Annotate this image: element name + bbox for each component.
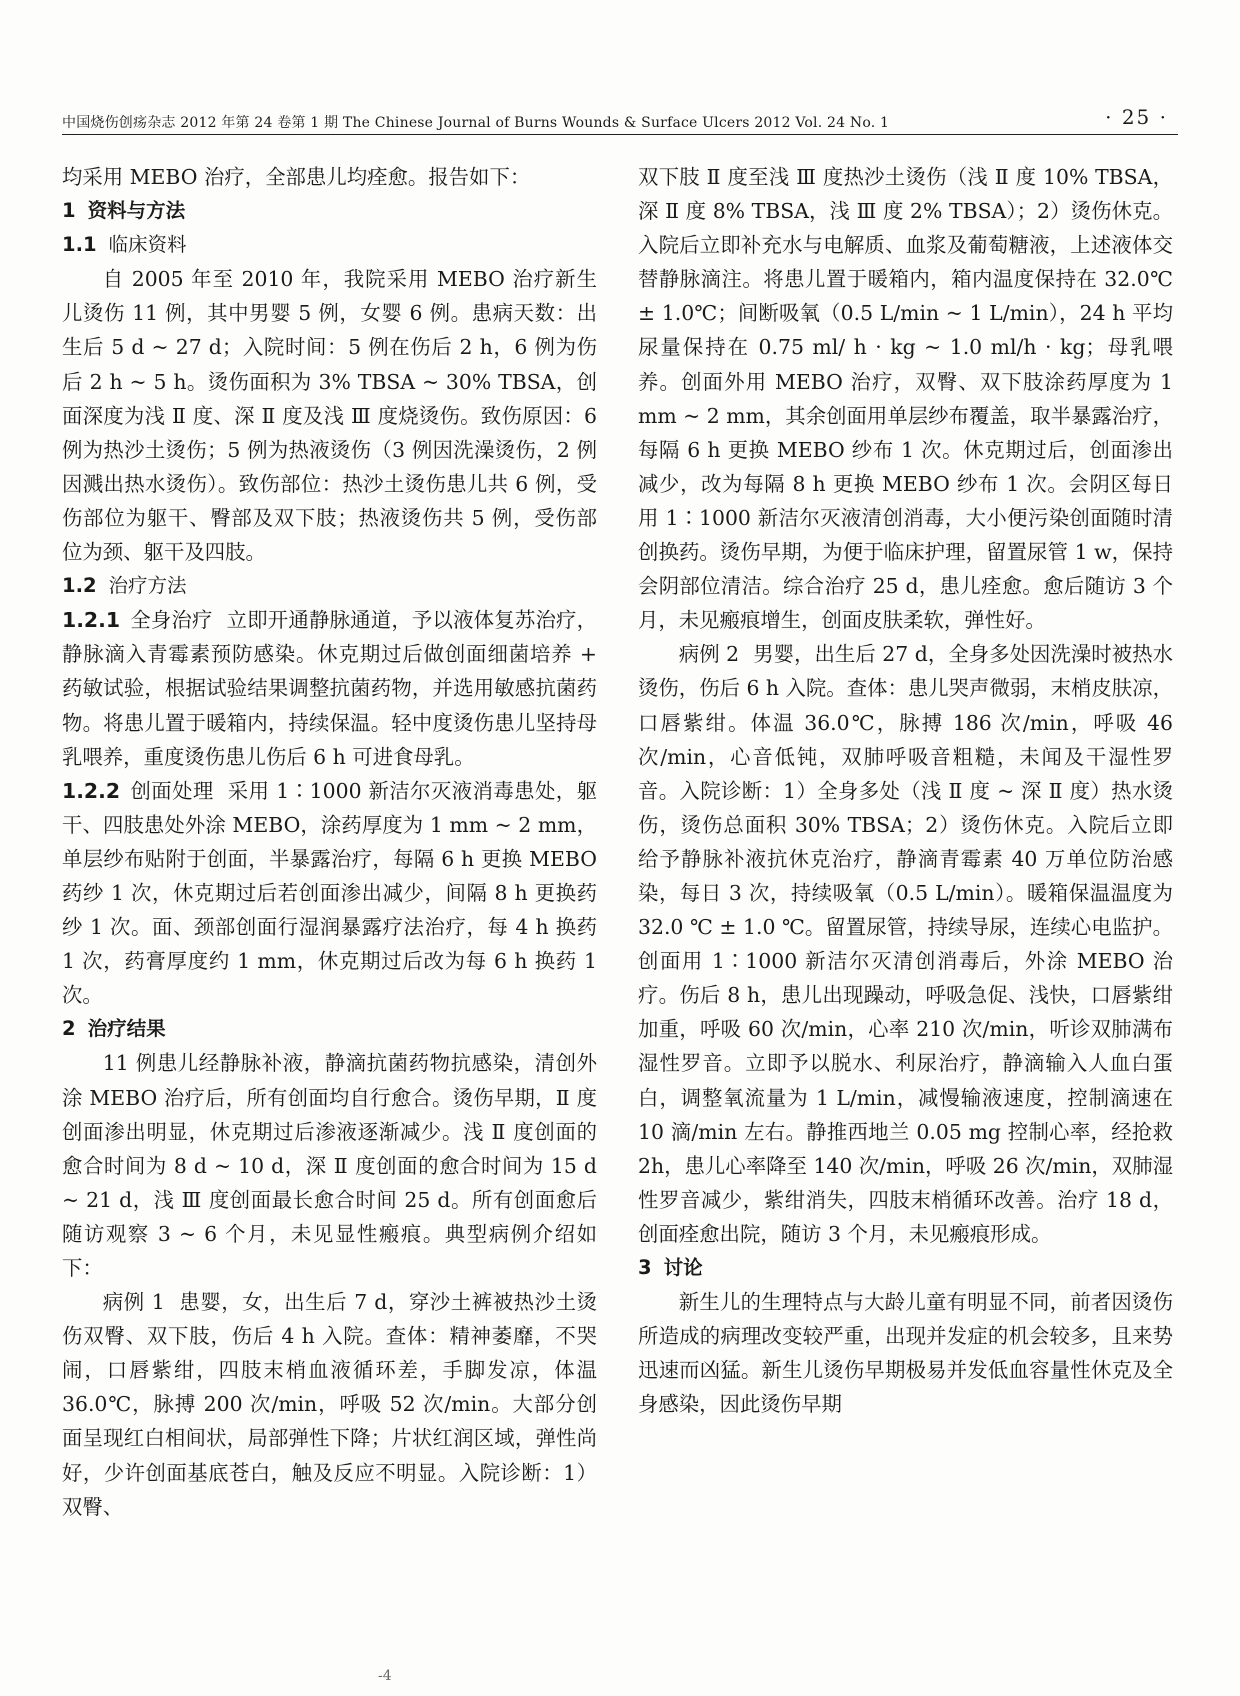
section-heading-3: 3 讨论 bbox=[638, 1256, 703, 1279]
paragraph-case-1: 病例 1 患婴，女，出生后 7 d，穿沙土裤被热沙土烫伤双臀、双下肢，伤后 4 h 入院。查体：精神萎靡，不哭闹，口唇紫绀，四肢末梢血液循环差，手脚发凉，体温 36.0℃，脉搏 200 次/min，呼吸 52 次/min。大部分创面呈现红白相间状，局部弹性下降；片状红润区域，弹性尚好，少许创面基底苍白，触及反应不明显。入院诊断：1）双臀、 bbox=[62, 1290, 597, 1519]
paragraph-continued: 均采用 MEBO 治疗，全部患儿均痊愈。报告如下： bbox=[62, 165, 531, 189]
subsection-heading-1-1: 1.1 临床资料 bbox=[62, 233, 187, 257]
paragraph-discussion: 新生儿的生理特点与大龄儿童有明显不同，前者因烫伤所造成的病理改变较严重，出现并发症的机会较多，且来势迅速而凶猛。新生儿烫伤早期极易并发低血容量性休克及全身感染，因此烫伤早期 bbox=[638, 1290, 1173, 1417]
journal-header: 中国烧伤创疡杂志 2012 年第 24 卷第 1 期 The Chinese Journal of Burns Wounds & Surface Ulcers 2012 Vol. 24 No. 1 bbox=[62, 115, 890, 131]
section-heading-1: 1 资料与方法 bbox=[62, 199, 186, 223]
left-column bbox=[62, 160, 597, 1524]
paragraph-case-2: 病例 2 男婴，出生后 27 d，全身多处因洗澡时被热水烫伤，伤后 6 h 入院。查体：患儿哭声微弱，末梢皮肤凉，口唇紫绀。体温 36.0℃，脉搏 186 次/min，呼吸 46 次/min，心音低钝，双肺呼吸音粗糙，未闻及干湿性罗音。入院诊断：1）全身多处（浅 Ⅱ 度 ~ 深 Ⅱ 度）热水烫伤，烫伤总面积 30% TBSA；2）烫伤休克。入院后立即给予静脉补液抗休克治疗，静滴青霉素 40 万单位防治感染，每日 3 次，持续吸氧（0.5 L/min）。暖箱保温温度为 32.0 ℃ ± 1.0 ℃。留置尿管，持续导尿，连续心电监护。创面用 1∶1000 新洁尔灭清创消毒后，外涂 MEBO 治疗。伤后 8 h，患儿出现躁动，呼吸急促、浅快，口唇紫绀加重，呼吸 60 次/min，心率 210 次/min，听诊双肺满布湿性罗音。立即予以脱水、利尿治疗，静滴输入人血白蛋白，调整氧流量为 1 L/min，减慢输液速度，控制滴速在 10 滴/min 左右。静推西地兰 0.05 mg 控制心率，经抢救 2h，患儿心率降至 140 次/min，呼吸 26 次/min，双肺湿性罗音减少，紫绀消失，四肢末梢循环改善。治疗 18 d，创面痊愈出院，随访 3 个月，未见瘢痕形成。 bbox=[638, 642, 1173, 1246]
paragraph-clinical-data: 自 2005 年至 2010 年，我院采用 MEBO 治疗新生儿烫伤 11 例，其中男婴 5 例，女婴 6 例。患病天数：出生后 5 d ~ 27 d；入院时间：5 例在伤后 2 h，6 例为伤后 2 h ~ 5 h。烫伤面积为 3% TBSA ~ 30% TBSA，创面深度为浅 Ⅱ 度、深 Ⅱ 度及浅 Ⅲ 度烧烫伤。致伤原因：6 例为热沙土烫伤；5 例为热液烫伤（3 例因洗澡烫伤，2 例因溅出热水烫伤）。致伤部位：热沙土烫伤患儿共 6 例，受伤部位为躯干、臀部及双下肢；热液烫伤共 5 例，受伤部位为颈、躯干及四肢。 bbox=[62, 267, 597, 565]
subsection-heading-1-2: 1.2 治疗方法 bbox=[62, 574, 187, 598]
paragraph-case-1-continued: 双下肢 Ⅱ 度至浅 Ⅲ 度热沙土烫伤（浅 Ⅱ 度 10% TBSA，深 Ⅱ 度 8% TBSA，浅 Ⅲ 度 2% TBSA）；2）烫伤休克。入院后立即补充水与电解质、血浆及葡萄糖液，上述液体交替静脉滴注。将患儿置于暖箱内，箱内温度保持在 32.0℃ ± 1.0℃；间断吸氧（0.5 L/min ~ 1 L/min），24 h 平均尿量保持在 0.75 ml/ h · kg ~ 1.0 ml/h · kg；母乳喂养。创面外用 MEBO 治疗，双臀、双下肢涂药厚度为 1 mm ~ 2 mm，其余创面用单层纱布覆盖，取半暴露治疗，每隔 6 h 更换 MEBO 纱布 1 次。休克期过后，创面渗出减少，改为每隔 8 h 更换 MEBO 纱布 1 次。会阴区每日用 1∶1000 新洁尔灭液清创消毒，大小便污染创面随时清创换药。烫伤早期，为便于临床护理，留置尿管 1 w，保持会阴部位清洁。综合治疗 25 d，患儿痊愈。愈后随访 3 个月，未见瘢痕增生，创面皮肤柔软，弹性好。 bbox=[638, 165, 1173, 633]
running-header bbox=[62, 105, 1178, 135]
section-heading-2: 2 治疗结果 bbox=[62, 1017, 166, 1041]
paragraph-systemic-treatment: 1.2.1 全身治疗 立即开通静脉通道，予以液体复苏治疗，静脉滴入青霉素预防感染。休克期过后做创面细菌培养 + 药敏试验，根据试验结果调整抗菌药物，并选用敏感抗菌药物。将患儿置于暖箱内，持续保温。轻中度烫伤患儿坚持母乳喂养，重度烫伤患儿伤后 6 h 可进食母乳。 bbox=[62, 608, 598, 769]
footer-mark: -4 bbox=[378, 1668, 392, 1684]
page-number: · 25 · bbox=[1105, 105, 1168, 129]
right-column bbox=[638, 160, 1173, 1421]
paragraph-wound-treatment: 1.2.2 创面处理 采用 1∶1000 新洁尔灭液消毒患处，躯干、四肢患处外涂 MEBO，涂药厚度为 1 mm ~ 2 mm，单层纱布贴附于创面，半暴露治疗，每隔 6 h 更换 MEBO 药纱 1 次，休克期过后若创面渗出减少，间隔 8 h 更换药纱 1 次。面、颈部创面行湿润暴露疗法治疗，每 4 h 换药 1 次，药膏厚度约 1 mm，休克期过后改为每 6 h 换药 1 次。 bbox=[62, 778, 598, 1008]
paragraph-results: 11 例患儿经静脉补液，静滴抗菌药物抗感染，清创外涂 MEBO 治疗后，所有创面均自行愈合。烫伤早期，Ⅱ 度创面渗出明显，休克期过后渗液逐渐减少。浅 Ⅱ 度创面的愈合时间为 8 d ~ 10 d，深 Ⅱ 度创面的愈合时间为 15 d ~ 21 d，浅 Ⅲ 度创面最长愈合时间 25 d。所有创面愈后随访观察 3 ~ 6 个月，未见显性瘢痕。典型病例介绍如下： bbox=[62, 1051, 597, 1280]
